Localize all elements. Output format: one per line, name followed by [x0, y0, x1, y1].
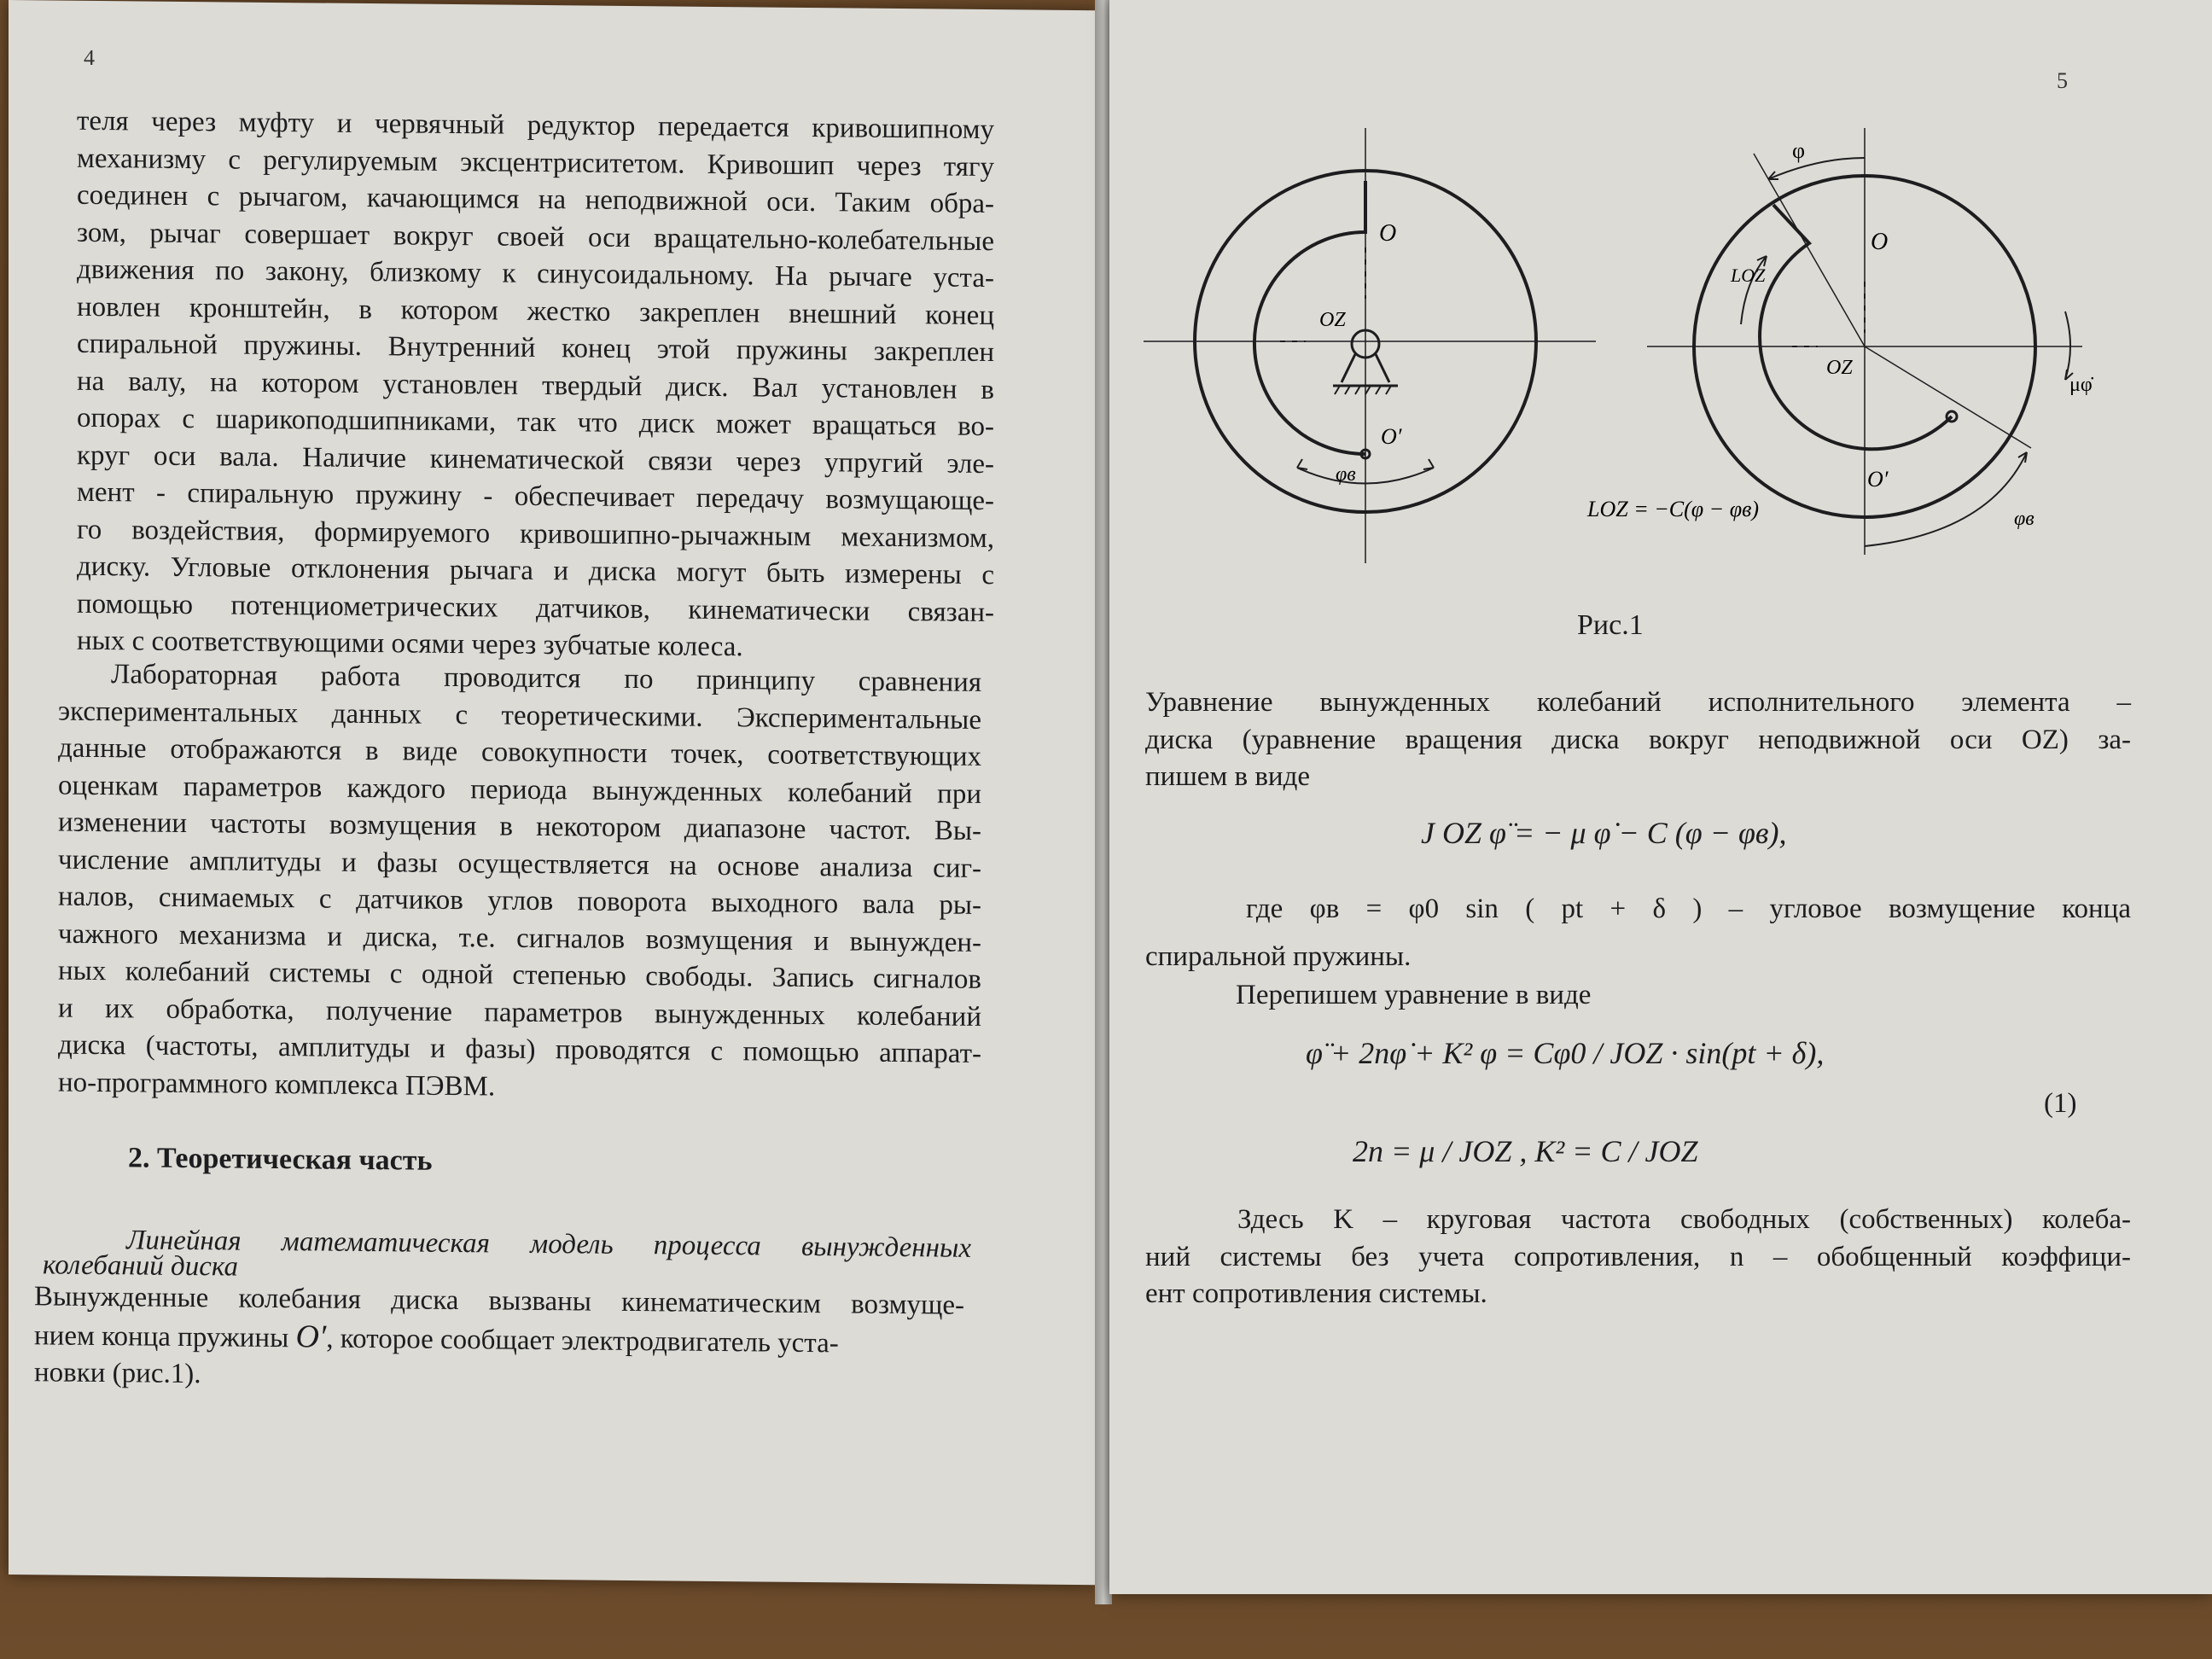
- text-line: мент - спиральную пружину - обеспечивает передачу возмущающе-: [77, 476, 994, 517]
- subsection-title-line2: колебаний диска: [43, 1249, 238, 1283]
- figure-1: [1109, 0, 2212, 614]
- text-line: ных колебаний системы с одной степенью свободы. Запись сигналов: [58, 955, 981, 995]
- text-line: ент сопротивления системы.: [1145, 1278, 1487, 1309]
- equation-main: J OZ φ̈ = − μ φ̇ − C (φ − φв),: [1421, 816, 1787, 850]
- text-line: диска (уравнение вращения диска вокруг неподвижной оси OZ) за-: [1145, 724, 2131, 755]
- paragraph-1: [77, 103, 994, 669]
- text-line: помощью потенциометрических датчиков, кинематически связан-: [77, 588, 994, 628]
- label-oz: OZ: [1826, 357, 1853, 379]
- paragraph-equation-intro: [1145, 684, 2131, 796]
- text-line: движения по закону, близкому к синусоидальному. На рычаге уста-: [77, 253, 994, 294]
- text-line: соединен с рычагом, качающимся на неподвижной оси. Таким обра-: [77, 179, 994, 220]
- where-line-text: где φв = φ0 sin ( pt + δ ) – угловое возмущение конца: [1246, 894, 2131, 924]
- right-page: [1109, 0, 2212, 1594]
- label-l-oz-formula: LOZ = −C(φ − φв): [1587, 497, 1760, 521]
- label-phi-v: φв: [2014, 508, 2034, 530]
- text-line: числение амплитуды и фазы осуществляется на основе анализа сиг-: [58, 844, 981, 884]
- label-mu-phi-dot: μφ̇: [2069, 374, 2093, 396]
- label-phi: φ: [1792, 138, 1806, 163]
- equation-3: 2n = μ / JOZ , K² = C / JOZ: [1353, 1134, 1698, 1168]
- text-line: и их обработка, получение параметров вынужденных колебаний: [58, 992, 981, 1033]
- paragraph-definitions: [1145, 1202, 2131, 1313]
- text-line: теля через муфту и червячный редуктор передается кривошипному: [77, 105, 994, 146]
- text-line: изменении частоты возмущения в некотором диапазоне частот. Вы-: [58, 806, 981, 847]
- text-line: го воздействия, формируемого кривошипно-рычажным механизмом,: [77, 514, 994, 554]
- text-line: Уравнение вынужденных колебаний исполнительного элемента –: [1145, 687, 2131, 718]
- page-number: 5: [2057, 68, 2068, 93]
- text-line: круг оси вала. Наличие кинематической связи через упругий эле-: [77, 439, 994, 480]
- label-l-oz: LOZ: [1731, 265, 1766, 286]
- text-line: но-программного комплекса ПЭВМ.: [58, 1067, 496, 1102]
- section-heading: 2. Теоретическая часть: [128, 1142, 433, 1177]
- equation-number: (1): [2044, 1088, 2077, 1119]
- text-line: оценкам параметров каждого периода вынужденных колебаний при: [58, 770, 981, 810]
- paragraph-3-text: , которое сообщает электродвигатель уста-: [326, 1323, 839, 1359]
- paragraph-3-text: нием конца пружины: [34, 1319, 289, 1353]
- text-line: экспериментальных данных с теоретическими. Экспериментальные: [58, 696, 981, 736]
- text-line: зом, рычаг совершает вокруг своей оси вращательно-колебательные: [77, 217, 994, 257]
- left-page: [9, 0, 1097, 1585]
- subsection-title-line1: Линейная математическая модель процесса вынужденных: [126, 1225, 971, 1264]
- text-line: ний системы без учета сопротивления, n – обобщенный коэффици-: [1145, 1241, 2131, 1272]
- paragraph-2: [58, 656, 981, 1110]
- text-line: диску. Угловые отклонения рычага и диска могут быть измерены с: [77, 550, 994, 591]
- text-line: механизму с регулируемым эксцентриситетом. Кривошип через тягу: [77, 143, 994, 183]
- text-line: новлен кронштейн, в котором жестко закреплен внешний конец: [77, 291, 994, 331]
- label-o: O: [1379, 220, 1397, 247]
- label-o-prime: O′: [1867, 467, 1889, 492]
- text-line: ных с соответствующими осями через зубчатые колеса.: [77, 625, 743, 663]
- rewrite-line: [1236, 977, 1748, 1015]
- o-prime-symbol: O′: [295, 1318, 327, 1355]
- where-line: [1246, 891, 2131, 928]
- text-line: Здесь K – круговая частота свободных (собственных) колеба-: [1237, 1204, 2131, 1235]
- figure-right-diagram: [1647, 128, 2082, 555]
- text-line: данные отображаются в виде совокупности точек, соответствующих: [58, 732, 981, 772]
- text-line: Лабораторная работа проводится по принципу сравнения: [111, 659, 981, 698]
- text-line: спиральной пружины. Внутренний конец этой пружины закреплен: [77, 328, 994, 369]
- label-o-prime: O′: [1381, 424, 1402, 449]
- where-line-2: [1145, 939, 1657, 976]
- figure-caption: Рис.1: [1577, 609, 1644, 641]
- paragraph-3-line: новки (рис.1).: [34, 1357, 201, 1390]
- label-o: O: [1871, 229, 1889, 255]
- text-line: налов, снимаемых с датчиков углов поворота выходного вала ры-: [58, 881, 981, 921]
- paragraph-3: [34, 1278, 964, 1400]
- text-line: опорах с шарикоподшипниками, так что диск может вращаться во-: [77, 402, 994, 443]
- text-line: чажного механизма и диска, т.е. сигналов возмущения и вынужден-: [58, 918, 981, 958]
- page-number: 4: [84, 44, 95, 70]
- text-line: диска (частоты, амплитуды и фазы) проводятся с помощью аппарат-: [58, 1029, 981, 1069]
- paragraph-3-line: Вынужденные колебания диска вызваны кинематическим возмуще-: [34, 1281, 964, 1321]
- where-line-2-text: спиральной пружины.: [1145, 941, 1412, 972]
- label-phi-v: φв: [1336, 463, 1356, 486]
- equation-2: φ̈ + 2nφ̇ + K² φ = Cφ0 / JOZ · sin(pt + δ),: [1306, 1036, 1825, 1070]
- rewrite-line-text: Перепишем уравнение в виде: [1236, 980, 1592, 1010]
- label-oz: OZ: [1319, 309, 1346, 331]
- text-line: пишем в виде: [1145, 761, 1311, 792]
- text-line: на валу, на котором установлен твердый диск. Вал установлен в: [77, 365, 994, 405]
